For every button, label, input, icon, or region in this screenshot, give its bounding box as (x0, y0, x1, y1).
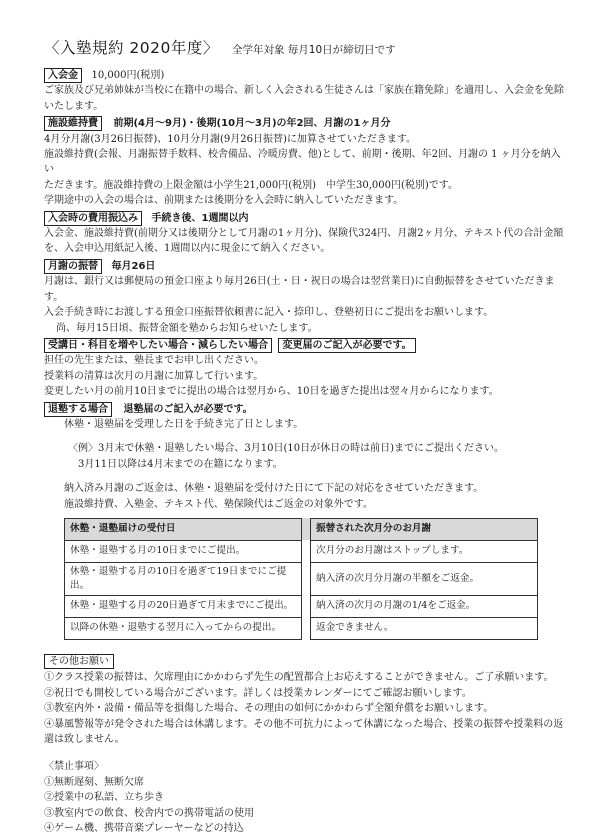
request-item: ②祝日でも開校している場合がございます。詳しくは授業カレンダーにてご確認お願いします。 (44, 687, 472, 699)
payment-heading-text: 手続き後、1週間以内 (151, 212, 249, 224)
refund-line: 施設維持費、入塾金、テキスト代、塾保険代はご返金の対象外です。 (64, 498, 373, 510)
facility-line: 4月分月謝(3月26日振替)、10月分月謝(9月26日振替)に加算させていただきます。 (44, 133, 417, 145)
table-header-cell: 振替された次月分のお月謝 (311, 518, 538, 540)
withdrawal-example: 3月11日以降は4月末までの在籍になります。 (78, 458, 283, 470)
document-title: 〈入塾規約 2020年度〉 (44, 39, 219, 57)
table-header-row (65, 518, 538, 540)
document-subtitle: 全学年対象 毎月10日が締切日です (231, 44, 396, 56)
table-cell: 休塾・退塾する月の20日過ぎて月末までにご提出。 (65, 595, 302, 617)
change-heading (44, 338, 564, 353)
table-cell: 以降の休塾・退塾する翌月に入ってからの提出。 (65, 617, 302, 639)
entry-fee-amount: 10,000円(税別) (91, 70, 165, 81)
transfer-line: 尚、毎月15日頃、振替金額を塾からお知らせいたします。 (56, 322, 318, 334)
requests-title-row (44, 654, 564, 669)
entry-fee-line: いたします。 (44, 100, 104, 112)
change-line: 変更したい月の前月10日までに提出の場合は翌月から、10日を過ぎた提出は翌々月からになります。 (44, 386, 499, 398)
table-cell: 納入済の次月分月謝の半額をご返金。 (311, 562, 538, 595)
requests-title: その他お願い (44, 654, 114, 669)
change-line: 担任の先生または、塾長までお申し出ください。 (44, 355, 264, 367)
entry-fee-label: 入会金 (44, 68, 82, 83)
table-row (65, 617, 538, 639)
transfer-line: 入会手続き時にお渡しする預金口座振替依頼書に記入・捺印し、登塾初日にご提出をお願いします。 (44, 307, 494, 319)
payment-label: 入会時の費用振込み (44, 211, 142, 226)
withdrawal-heading (44, 402, 564, 417)
prohibited-item: ③教室内での飲食、校舎内での携帯電話の使用 (44, 807, 254, 819)
prohibited-item: ②授業中の私語、立ち歩き (44, 792, 164, 804)
facility-line: ただきます。施設維持費の上限金額は小学生21,000円(税別) 中学生30,000円(税別)です。 (44, 179, 458, 191)
withdrawal-line: 休塾・退塾届を受理した日を手続き完了日とします。 (64, 418, 304, 430)
request-item: ①クラス授業の振替は、欠席理由にかかわらず先生の配置都合上お応えすることができません。ご了承願います。 (44, 672, 554, 684)
change-heading-text: 変更届のご記入が必要です。 (278, 338, 415, 353)
payment-line: 入会金、施設維持費(前期分又は後期分として月謝の1ヶ月分)、保険代324円、月謝2ヶ月分、テキスト代の合計金額 (44, 228, 564, 240)
request-item: ④暴風警報等が発令された場合は休講します。その他不可抗力によって休講になった場合、授業の振替や授業料の返 (44, 718, 564, 730)
document-body (44, 66, 564, 836)
withdrawal-heading-text: 退塾届のご記入が必要です。 (123, 403, 253, 415)
prohibited-item: ④ゲーム機、携帯音楽プレーヤーなどの持込 (44, 823, 244, 835)
payment-line: を、入会申込用紙記入後、1週間以内に現金にて納入ください。 (44, 243, 331, 255)
refund-table (64, 518, 538, 640)
transfer-label: 月謝の振替 (44, 259, 102, 274)
table-cell: 納入済の次月の月謝の1/4をご返金。 (311, 595, 538, 617)
table-cell: 返金できません。 (311, 617, 538, 639)
facility-heading-text: 前期(4月〜9月)・後期(10月〜3月)の年2回、月謝の1ヶ月分 (113, 118, 391, 130)
request-item: 還は致しません。 (44, 734, 125, 745)
table-header-cell: 休塾・退塾届けの受付日 (65, 518, 302, 540)
request-item: ③教室内外・設備・備品等を損傷した場合、その理由の如何にかかわらず全額弁償をお願いします。 (44, 703, 494, 715)
facility-line: 施設維持費(会報、月謝振替手数料、校舎備品、冷暖房費、他)として、前期・後期、年2回、月謝の 1 ヶ月分を納入い (44, 149, 561, 176)
payment-heading (44, 211, 564, 226)
change-line: 授業料の清算は次月の月謝に加算して行います。 (44, 370, 264, 382)
prohibited-item: ①無断遅刻、無断欠席 (44, 776, 144, 788)
table-cell: 休塾・退塾する月の10日を過ぎて19日までにご提出。 (65, 562, 302, 595)
transfer-heading (44, 259, 564, 274)
table-cell: 次月分のお月謝はストップします。 (311, 540, 538, 562)
document-title-row (44, 36, 396, 58)
transfer-line: 月謝は、銀行又は郵便局の預金口座より毎月26日(土・日・祝日の場合は翌営業日)に自動振替をさせていただきます。 (44, 276, 555, 303)
withdrawal-label: 退塾する場合 (44, 402, 112, 417)
table-cell: 休塾・退塾する月の10日までにご提出。 (65, 540, 302, 562)
facility-line: 学期途中の入会の場合は、前期または後期分を入会時に納入していただきます。 (44, 195, 404, 207)
facility-label: 施設維持費 (44, 116, 102, 131)
entry-fee-heading (44, 68, 564, 83)
prohibited-title: 〈禁止事項〉 (44, 761, 104, 773)
table-row (65, 562, 538, 595)
withdrawal-example: 〈例〉3月末で休塾・退塾したい場合、3月10日(10日が休日の時は前日)までにご提出ください。 (68, 443, 504, 455)
facility-heading (44, 116, 564, 131)
refund-line: 納入済み月謝のご返金は、休塾・退塾届を受付けた日にて下記の対応をさせていただきます。 (64, 483, 484, 495)
transfer-heading-text: 毎月26日 (111, 260, 156, 272)
change-label: 受講日・科目を増やしたい場合・減らしたい場合 (44, 338, 272, 353)
entry-fee-line: ご家族及び兄弟姉妹が当校に在籍中の場合、新しく入会される生徒さんは「家族在籍免除」を適用し、入会金を免除 (44, 85, 564, 97)
table-row (65, 540, 538, 562)
table-row (65, 595, 538, 617)
